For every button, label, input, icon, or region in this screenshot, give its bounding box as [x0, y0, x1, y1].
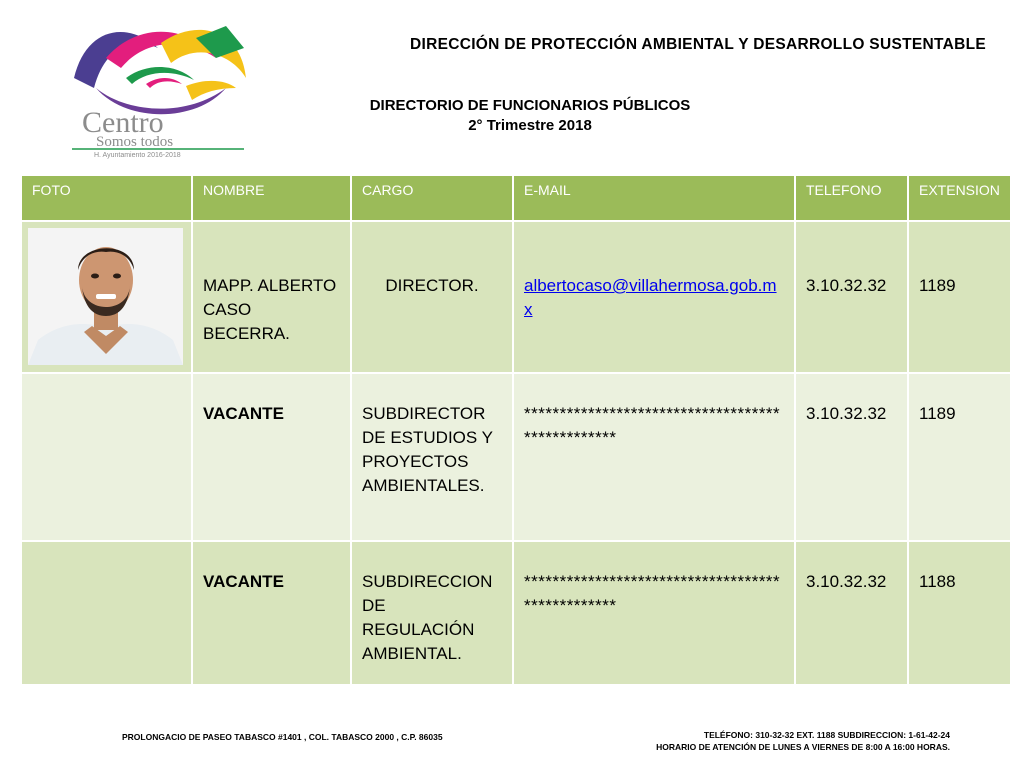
cargo-cell: SUBDIRECCION DE REGULACIÓN AMBIENTAL.: [351, 541, 513, 685]
table-header-row: [21, 175, 1011, 221]
email-cell: [513, 221, 795, 373]
telefono-cell: 3.10.32.32: [795, 541, 908, 685]
nombre-cell: VACANTE: [192, 373, 351, 541]
column-header-email: E-MAIL: [513, 175, 795, 221]
centro-logo: [66, 18, 250, 160]
footer-address: PROLONGACIO DE PASEO TABASCO #1401 , COL. TABASCO 2000 , C.P. 86035: [122, 732, 443, 742]
centro-logo-graphic: [66, 18, 250, 160]
table-row: [21, 221, 1011, 373]
table-row: [21, 541, 1011, 685]
cargo-cell: DIRECTOR.: [351, 221, 513, 373]
department-title: DIRECCIÓN DE PROTECCIÓN AMBIENTAL Y DESARROLLO SUSTENTABLE: [409, 36, 986, 53]
photo-cell: [21, 541, 192, 685]
nombre-cell: VACANTE: [192, 541, 351, 685]
logo-slogan: Somos todos: [96, 134, 174, 150]
photo-cell: [21, 373, 192, 541]
extension-cell: 1189: [908, 373, 1011, 541]
extension-cell: 1189: [908, 221, 1011, 373]
column-header-cargo: CARGO: [351, 175, 513, 221]
footer-contact: [560, 729, 950, 753]
extension-cell: 1188: [908, 541, 1011, 685]
table-row: [21, 373, 1011, 541]
cargo-cell: SUBDIRECTOR DE ESTUDIOS Y PROYECTOS AMBIENTALES.: [351, 373, 513, 541]
photo-cell: [21, 221, 192, 373]
document-subtitle: 2° Trimestre 2018: [468, 117, 592, 134]
column-header-extension: EXTENSION: [908, 175, 1011, 221]
directory-table: [20, 174, 1012, 686]
telefono-cell: 3.10.32.32: [795, 373, 908, 541]
footer-phone: TELÉFONO: 310-32-32 EXT. 1188 SUBDIRECCION: 1-61-42-24: [703, 730, 950, 740]
document-title: DIRECTORIO DE FUNCIONARIOS PÚBLICOS: [369, 97, 691, 114]
nombre-cell: MAPP. ALBERTO CASO BECERRA.: [192, 221, 351, 373]
official-photo: [28, 228, 183, 365]
column-header-telefono: TELEFONO: [795, 175, 908, 221]
telefono-cell: 3.10.32.32: [795, 221, 908, 373]
logo-footer: H. Ayuntamiento 2016-2018: [94, 152, 181, 159]
footer-hours: HORARIO DE ATENCIÓN DE LUNES A VIERNES DE 8:00 A 16:00 HORAS.: [656, 742, 950, 752]
column-header-nombre: NOMBRE: [192, 175, 351, 221]
document-title-block: [330, 96, 730, 136]
email-cell: *************************************************: [513, 373, 795, 541]
column-header-foto: FOTO: [21, 175, 192, 221]
email-cell: *************************************************: [513, 541, 795, 685]
portrait-image: [28, 228, 183, 365]
email-link[interactable]: albertocaso@villahermosa.gob.mx: [524, 276, 777, 319]
logo-name: Centro: [82, 106, 164, 139]
